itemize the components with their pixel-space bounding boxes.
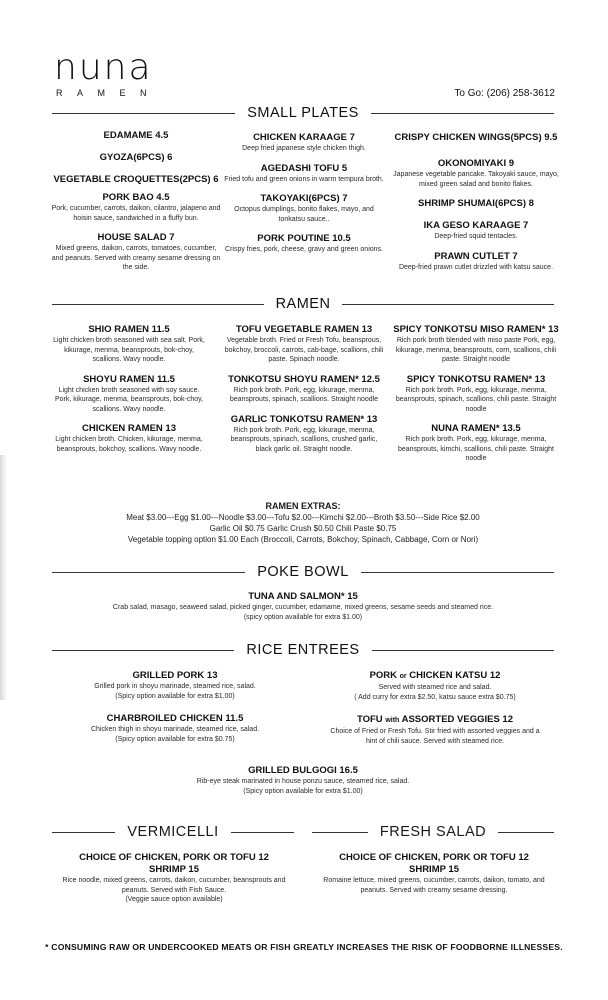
item-name: SHIO RAMEN 11.5 bbox=[88, 324, 170, 335]
item-description: Rich pork broth. Pork, egg, kikurage, menma, beansprouts, kimchi, scallions, chili paste. Straight noodle bbox=[397, 436, 555, 462]
item-name-part: CHICKEN KATSU 12 bbox=[409, 670, 501, 681]
item-note: (spicy option available for extra $1.00) bbox=[243, 613, 363, 621]
brand-subtitle: RAMEN bbox=[56, 88, 162, 98]
small-plates-col1 bbox=[50, 130, 222, 282]
menu-item bbox=[392, 423, 560, 464]
item-description: Deep fried japanese style chicken thigh. bbox=[242, 145, 366, 152]
item-description: Deep-fried prawn cutlet drizzled with katsu sauce. bbox=[398, 263, 554, 271]
item-description: Japanese vegetable pancake. Takoyaki sauce, mayo, mixed green salad and bonito flakes. bbox=[393, 171, 559, 188]
item-name: CHICKEN RAMEN 13 bbox=[82, 423, 176, 434]
item-name: PORK POUTINE 10.5 bbox=[257, 233, 351, 244]
ramen-col1 bbox=[50, 324, 208, 463]
divider bbox=[372, 650, 554, 651]
item-note: (Spicy option available for extra $1.00) bbox=[115, 692, 235, 700]
page-edge-shadow bbox=[0, 455, 7, 700]
item-name-part: ASSORTED VEGGIES 12 bbox=[401, 714, 514, 725]
item-description: Rib-eye steak marinated in house ponzu sauce, steamed rice, salad. bbox=[196, 778, 410, 785]
item-description: Fried tofu and green onions in warm tempura broth. bbox=[224, 175, 384, 183]
item-note: ( Add curry for extra $2.50, katsu sauce extra $0.75) bbox=[354, 693, 516, 701]
section-poke-bowl bbox=[52, 562, 554, 582]
item-name: GARLIC TONKOTSU RAMEN* 13 bbox=[230, 413, 378, 425]
item-note: (Spicy option available for extra $0.75) bbox=[115, 735, 235, 743]
divider bbox=[361, 572, 554, 573]
divider bbox=[371, 113, 554, 114]
item-name: NUNA RAMEN* 13.5 bbox=[431, 423, 521, 434]
item-name bbox=[318, 714, 552, 727]
menu-item bbox=[222, 414, 386, 455]
extras-line: Vegetable topping option $1.00 Each (Broccoli, Carrots, Bokchoy, Spinach, Cabbage, Corn or Nori) bbox=[127, 535, 479, 544]
section-title: VERMICELLI bbox=[127, 824, 219, 840]
item-name: CRISPY CHICKEN WINGS(5PCS) 9.5 bbox=[394, 132, 558, 143]
small-plates-col3 bbox=[388, 132, 564, 281]
bulgogi-item bbox=[52, 765, 554, 796]
item-name: OKONOMIYAKI 9 bbox=[437, 158, 515, 169]
item-description: Romaine lettuce, mixed greens, cucumber, carrots, daikon, tomato, and peanuts. Served with creamy sesame dressing. bbox=[323, 877, 545, 894]
section-vermicelli bbox=[52, 822, 294, 842]
menu-item bbox=[50, 130, 222, 142]
item-description: Rich pork broth. Pork, egg, kikurage, menma, beansprouts, spinach, scallions. Straight noodle bbox=[229, 386, 379, 403]
item-description: Crab salad, masago, seaweed salad, picked ginger, cucumber, edamame, mixed greens, sesame seeds and steamed rice. bbox=[112, 604, 494, 611]
divider bbox=[52, 304, 264, 305]
section-small-plates bbox=[52, 103, 554, 123]
menu-item bbox=[388, 158, 564, 189]
item-description: Chicken thigh in shoyu marinade, steamed rice, salad. bbox=[90, 726, 260, 733]
menu-item bbox=[50, 152, 222, 164]
item-name: CHOICE OF CHICKEN, PORK OR TOFU 12 bbox=[79, 852, 269, 863]
menu-item bbox=[388, 198, 564, 210]
item-name: SHRIMP 15 bbox=[149, 864, 199, 875]
menu-item bbox=[224, 233, 384, 255]
item-note: (Veggie sauce option available) bbox=[125, 896, 223, 903]
item-name: TONKOTSU SHOYU RAMEN* 12.5 bbox=[228, 373, 380, 385]
menu-item bbox=[222, 374, 386, 405]
menu-item bbox=[50, 423, 208, 454]
menu-item bbox=[388, 132, 564, 144]
item-name: AGEDASHI TOFU 5 bbox=[260, 162, 348, 174]
item-name: GRILLED PORK 13 bbox=[132, 670, 218, 681]
item-name: VEGETABLE CROQUETTES(2PCS) 6 bbox=[53, 174, 219, 185]
item-name: GYOZA(6PCS) 6 bbox=[99, 152, 173, 163]
item-description: Rich pork broth blended with miso paste Pork, egg, kikurage, menma, beansprouts, corn, scallions, chili paste. Straight noodle bbox=[395, 337, 557, 363]
rice-right bbox=[318, 670, 552, 755]
item-name: PRAWN CUTLET 7 bbox=[434, 250, 518, 262]
item-description: Choice of Fried or Fresh Tofu. Stir fried with assorted veggies and a hint of chili sauce. Served with steamed rice. bbox=[330, 728, 540, 745]
vermicelli-item bbox=[56, 852, 292, 905]
item-name: SPICY TONKOTSU RAMEN* 13 bbox=[406, 373, 546, 385]
rice-left bbox=[60, 670, 290, 753]
small-plates-col2 bbox=[224, 132, 384, 264]
item-description: Light chicken broth seasoned with soy sauce. Pork, kikurage, menma, beansprouts, bok-choy, scallions. Wavy noodle. bbox=[54, 386, 204, 413]
section-ramen bbox=[52, 294, 554, 314]
menu-item bbox=[50, 192, 222, 223]
menu-item bbox=[224, 132, 384, 154]
menu-item bbox=[224, 163, 384, 185]
divider bbox=[52, 113, 235, 114]
item-note: (Spicy option available for extra $1.00) bbox=[243, 787, 363, 795]
menu-item bbox=[222, 324, 386, 365]
divider bbox=[52, 832, 115, 833]
section-fresh-salad bbox=[312, 822, 554, 842]
divider bbox=[231, 832, 294, 833]
item-description: Grilled pork in shoyu marinade, steamed rice, salad. bbox=[94, 683, 256, 690]
extras-title: RAMEN EXTRAS: bbox=[265, 501, 341, 511]
item-name-connector: or bbox=[399, 673, 407, 680]
item-description: Light chicken broth. Chicken, kikurage, menma, beansprouts, bokchoy, scallions. Wavy noodle. bbox=[55, 436, 203, 453]
section-rice-entrees bbox=[52, 640, 554, 660]
menu-item bbox=[392, 374, 560, 415]
divider bbox=[52, 650, 234, 651]
item-name: PORK BAO 4.5 bbox=[102, 192, 170, 203]
menu-item bbox=[50, 174, 222, 186]
extras-line: Meat $3.00---Egg $1.00---Noodle $3.00---Tofu $2.00---Kimchi $2.00---Broth $3.50---Side Rice $2.00 bbox=[126, 513, 480, 522]
togo-phone: To Go: (206) 258-3612 bbox=[454, 88, 555, 99]
divider bbox=[52, 572, 245, 573]
item-name: TAKOYAKI(6PCS) 7 bbox=[260, 193, 348, 204]
item-name: EDAMAME 4.5 bbox=[103, 130, 169, 141]
salad-item bbox=[316, 852, 552, 895]
item-description: Light chicken broth seasoned with sea salt. Pork, kikurage, menma, beansprouts, bok-choy, scallions. Wavy noodle. bbox=[53, 337, 205, 363]
item-description: Rich pork broth. Pork, egg, kikurage, menma, beansprouts, spinach, scallions, crushed garlic, black garlic oil. Straight noodle. bbox=[230, 426, 378, 453]
item-name: HOUSE SALAD 7 bbox=[97, 232, 175, 243]
menu-item bbox=[392, 324, 560, 365]
menu-item bbox=[388, 251, 564, 273]
ramen-col3 bbox=[392, 324, 560, 473]
extras-line: Garlic Oil $0.75 Garlic Crush $0.50 Chili Paste $0.75 bbox=[209, 524, 397, 533]
menu-item bbox=[388, 220, 564, 242]
ramen-col2 bbox=[222, 324, 386, 463]
menu-item bbox=[60, 713, 290, 744]
menu-item bbox=[60, 670, 290, 701]
item-name: SHRIMP 15 bbox=[409, 864, 459, 875]
section-title: RAMEN bbox=[275, 296, 331, 312]
item-name: CHICKEN KARAAGE 7 bbox=[253, 132, 355, 143]
item-name-connector: with bbox=[385, 717, 400, 724]
brand-logo bbox=[54, 48, 161, 98]
divider bbox=[498, 832, 554, 833]
item-description: Deep-fried squid tentacles. bbox=[434, 233, 518, 240]
ramen-extras bbox=[52, 500, 554, 545]
menu-item bbox=[318, 714, 552, 746]
divider bbox=[342, 304, 554, 305]
brand-name: nuna bbox=[54, 47, 153, 88]
item-name: SHRIMP SHUMAI(6PCS) 8 bbox=[418, 198, 534, 209]
divider bbox=[312, 832, 368, 833]
item-name: GRILLED BULGOGI 16.5 bbox=[248, 765, 358, 776]
menu-item bbox=[50, 324, 208, 365]
menu-item bbox=[50, 232, 222, 273]
item-description: Rich pork broth. Pork, egg, kikurage, menma, beansprouts, spinach, scallions, chili paste. Straight noodle bbox=[395, 386, 557, 413]
item-name: IKA GESO KARAAGE 7 bbox=[423, 220, 529, 231]
section-title: POKE BOWL bbox=[257, 564, 349, 580]
item-description: Vegetable broth. Fried or Fresh Tofu, beansprous, bokchoy, broccoli, carrots, cab-bage, scallions, chili paste. Spinach noodle. bbox=[224, 337, 384, 363]
item-name: SHOYU RAMEN 11.5 bbox=[83, 373, 175, 385]
item-name: CHARBROILED CHICKEN 11.5 bbox=[106, 713, 244, 724]
item-name-part: PORK bbox=[369, 670, 398, 681]
section-title: FRESH SALAD bbox=[379, 824, 487, 840]
item-name bbox=[318, 670, 552, 683]
item-description: Mixed greens, daikon, carrots, tomatoes, cucumber, and peanuts. Served with creamy sesame dressing on the side. bbox=[51, 245, 221, 271]
poke-item bbox=[52, 591, 554, 622]
menu-item bbox=[224, 193, 384, 224]
item-name: TOFU VEGETABLE RAMEN 13 bbox=[235, 324, 373, 335]
item-description: Crispy fries, pork, cheese, gravy and green onions. bbox=[225, 246, 383, 253]
item-name: SPICY TONKOTSU MISO RAMEN* 13 bbox=[393, 324, 559, 335]
item-name: CHOICE OF CHICKEN, PORK OR TOFU 12 bbox=[339, 852, 529, 863]
item-name: TUNA AND SALMON* 15 bbox=[248, 591, 358, 602]
item-description: Served with steamed rice and salad. bbox=[378, 684, 492, 691]
menu-item bbox=[318, 670, 552, 702]
item-description: Octopus dumplings, bonito flakes, mayo, and tonkatsu sauce.. bbox=[234, 206, 374, 223]
section-title: SMALL PLATES bbox=[247, 105, 359, 121]
health-warning: * CONSUMING RAW OR UNDERCOOKED MEATS OR FISH GREATLY INCREASES THE RISK OF FOODBORNE ILLNESSES. bbox=[45, 942, 563, 952]
section-title: RICE ENTREES bbox=[246, 642, 360, 658]
item-description: Pork, cucumber, carrots, daikon, cilantro, jalapeno and hoisin sauce, sandwiched in a fluffy bun. bbox=[51, 205, 221, 222]
menu-item bbox=[50, 374, 208, 415]
item-description: Rice noodle, mixed greens, carrots, daikon, cucumber, beansprouts and peanuts. Served with Fish Sauce. bbox=[62, 877, 286, 894]
item-name-part: TOFU bbox=[356, 714, 383, 725]
